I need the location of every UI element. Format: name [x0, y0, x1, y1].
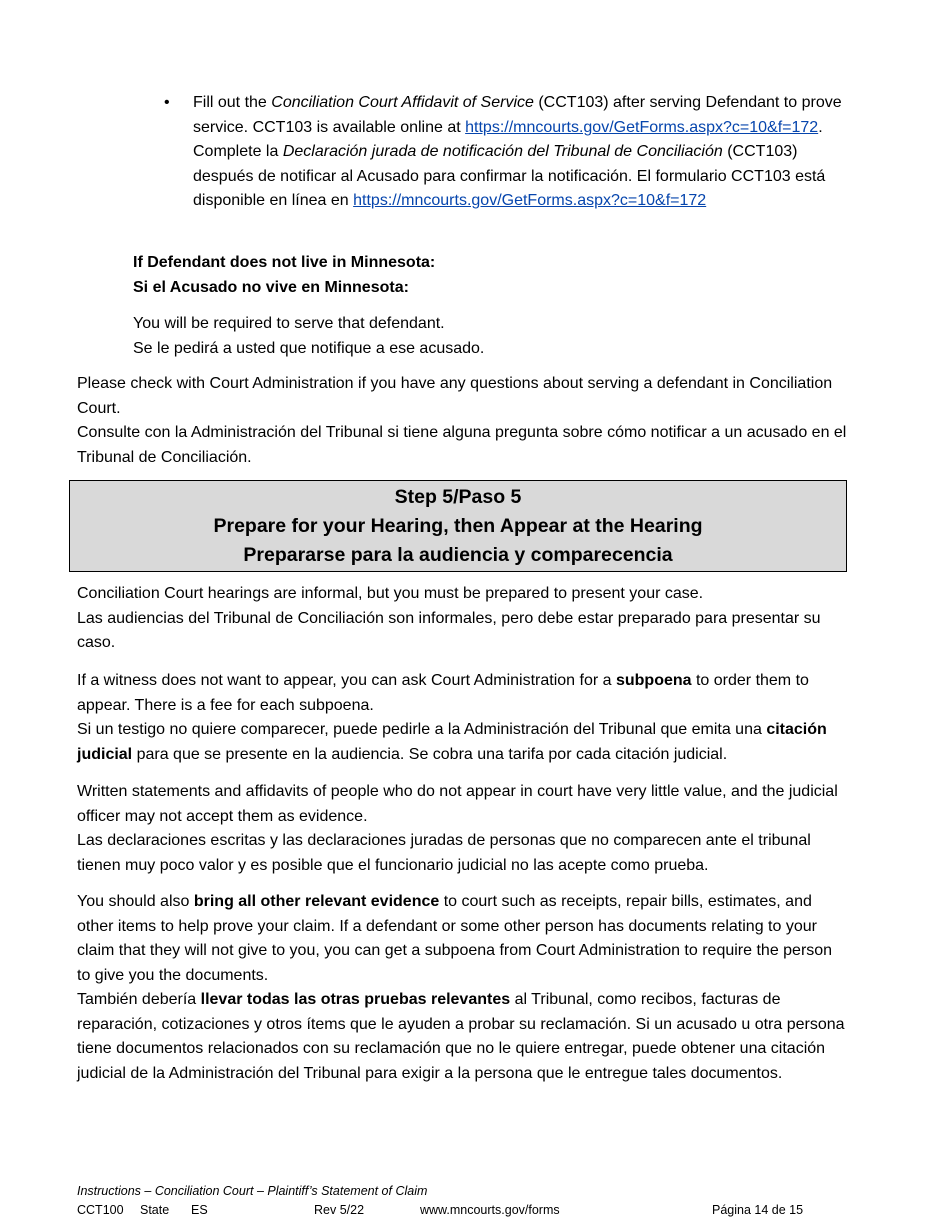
- subpoena-paragraph: [77, 669, 847, 767]
- subpoena-es: Si un testigo no quiere comparecer, puede pedirle a la Administración del Tribunal que emita una citación judicial para que se presente en la audiencia. Se cobra una tarifa por cada citación judicial.: [77, 721, 827, 763]
- step-number: Step 5/Paso 5: [394, 486, 522, 508]
- questions-es: Consulte con la Administración del Tribunal si tiene alguna pregunta sobre cómo notificar a un acusado en el Tribunal de Conciliación.: [77, 424, 847, 466]
- affidavit-bullet: [164, 91, 854, 214]
- footer-lang: ES: [191, 1203, 208, 1217]
- statements-paragraph: [77, 780, 847, 878]
- out-of-state-text-es: Se le pedirá a usted que notifique a ese acusado.: [133, 339, 485, 357]
- evidence-es: También debería llevar todas las otras pruebas relevantes al Tribunal, como recibos, facturas de reparación, cotizaciones y otros ítems que le ayuden a probar su reclamación. Si un acusado u otra persona tiene documentos relacionados con su reclamación que no le quiere entregar, puede obtener una citación judicial de la Administración del Tribunal para exigir a la persona que le entregue tales documentos.: [77, 991, 845, 1082]
- pruebas-term: llevar todas las otras pruebas relevantes: [200, 991, 511, 1008]
- informal-es: Las audiencias del Tribunal de Conciliación son informales, pero debe estar preparado para presentar su caso.: [77, 609, 821, 651]
- step-5-header: [69, 480, 847, 572]
- footer-title: Instructions – Conciliation Court – Plaintiff’s Statement of Claim: [77, 1184, 428, 1198]
- bullet-text: [193, 91, 854, 214]
- evidence-term: bring all other relevant evidence: [193, 893, 440, 910]
- bullet-english: Fill out the Conciliation Court Affidavit of Service (CCT103) after serving Defendant to prove service. CCT103 is available online at https://mncourts.gov/GetForms.aspx?c=10&f=172.: [193, 94, 842, 136]
- affidavit-form-name: Conciliation Court Affidavit of Service: [271, 94, 534, 111]
- evidence-en: You should also bring all other relevant evidence to court such as receipts, repair bills, estimates, and other items to help prove your claim. If a defendant or some other person has documents relating to your claim that they will not give to you, you can get a subpoena from Court Administration to require the person to give you the documents.: [77, 893, 833, 984]
- out-of-state-text: [133, 312, 853, 361]
- forms-link-spanish[interactable]: https://mncourts.gov/GetForms.aspx?c=10&f=172: [353, 192, 707, 209]
- informal-en: Conciliation Court hearings are informal, but you must be prepared to present your case.: [77, 585, 704, 602]
- out-of-state-heading-en: If Defendant does not live in Minnesota:: [133, 254, 436, 271]
- bullet-dot-icon: •: [164, 94, 170, 111]
- step-title-en: Prepare for your Hearing, then Appear at the Hearing: [213, 515, 703, 537]
- footer-url: www.mncourts.gov/forms: [420, 1203, 560, 1217]
- questions-en: Please check with Court Administration if you have any questions about serving a defendant in Conciliation Court.: [77, 375, 833, 417]
- out-of-state-heading: [133, 251, 853, 300]
- statements-en: Written statements and affidavits of people who do not appear in court have very little value, and the judicial officer may not accept them as evidence.: [77, 783, 838, 825]
- statements-es: Las declaraciones escritas y las declaraciones juradas de personas que no comparecen ante el tribunal tienen muy poco valor y es posible que el funcionario judicial no las acepte como prueba.: [77, 832, 811, 874]
- declaracion-form-name: Declaración jurada de notificación del Tribunal de Conciliación: [282, 143, 723, 160]
- out-of-state-text-en: You will be required to serve that defendant.: [133, 315, 445, 332]
- questions-paragraph: [77, 372, 847, 470]
- footer-page-number: Página 14 de 15: [712, 1203, 804, 1217]
- informal-paragraph: [77, 582, 847, 656]
- bullet-spanish: Complete la Declaración jurada de notificación del Tribunal de Conciliación (CCT103) después de notificar al Acusado para confirmar la notificación. El formulario CCT103 está disponible en línea en https://mncourts.gov/GetForms.aspx?c=10&f=172: [193, 143, 826, 209]
- footer-state: State: [140, 1203, 170, 1217]
- footer-form-code: CCT100: [77, 1203, 124, 1217]
- forms-link-english[interactable]: https://mncourts.gov/GetForms.aspx?c=10&f=172: [465, 118, 819, 136]
- subpoena-en: If a witness does not want to appear, you can ask Court Administration for a subpoena to order them to appear. There is a fee for each subpoena.: [77, 672, 809, 714]
- step-title-es: Prepararse para la audiencia y comparecencia: [243, 544, 673, 566]
- evidence-paragraph: [77, 890, 847, 1086]
- citacion-term: citación judicial: [77, 721, 827, 763]
- out-of-state-heading-es: Si el Acusado no vive en Minnesota:: [133, 278, 409, 296]
- subpoena-term: subpoena: [615, 672, 692, 689]
- footer-rev: Rev 5/22: [314, 1203, 365, 1217]
